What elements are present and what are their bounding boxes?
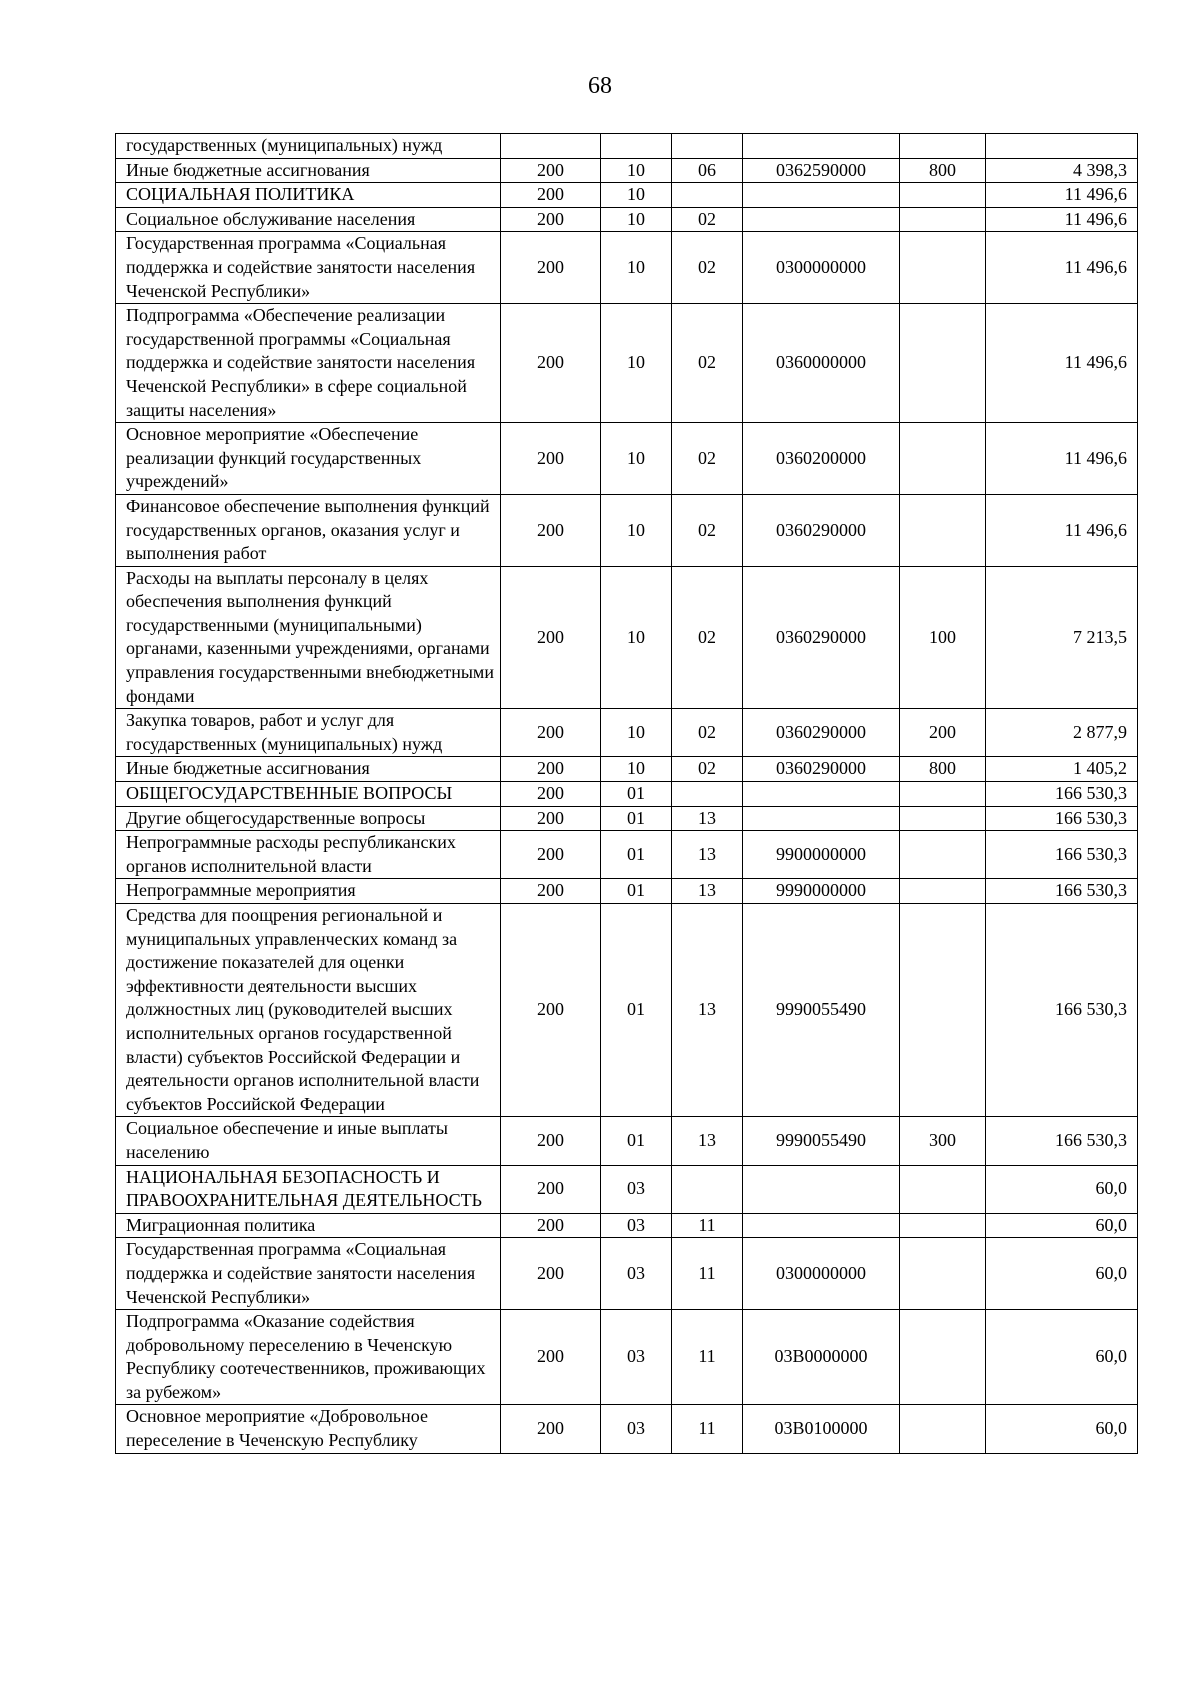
row-target-article: 0300000000 (743, 1238, 900, 1310)
row-target-article: 0360290000 (743, 757, 900, 782)
row-name: НАЦИОНАЛЬНАЯ БЕЗОПАСНОСТЬ И ПРАВООХРАНИТЕЛЬНАЯ ДЕЯТЕЛЬНОСТЬ (116, 1165, 501, 1213)
table-row (116, 782, 1138, 807)
row-amount: 7 213,5 (986, 566, 1138, 709)
row-target-article: 0360000000 (743, 304, 900, 423)
row-section-code: 01 (601, 1117, 672, 1165)
row-amount: 166 530,3 (986, 782, 1138, 807)
row-target-article: 9990055490 (743, 1117, 900, 1165)
row-ved-code: 200 (501, 782, 601, 807)
row-expense-type (900, 494, 986, 566)
page-number: 68 (588, 73, 612, 99)
row-section-code: 03 (601, 1213, 672, 1238)
row-name: Основное мероприятие «Добровольное переселение в Чеченскую Республику (116, 1405, 501, 1453)
row-subsection-code: 02 (672, 423, 743, 495)
row-target-article: 0360200000 (743, 423, 900, 495)
row-amount: 11 496,6 (986, 207, 1138, 232)
row-section-code (601, 134, 672, 159)
row-name: Подпрограмма «Оказание содействия добровольному переселению в Чеченскую Республику соотечественников, проживающих за рубежом» (116, 1310, 501, 1405)
row-subsection-code: 02 (672, 566, 743, 709)
row-amount: 2 877,9 (986, 709, 1138, 757)
row-amount: 1 405,2 (986, 757, 1138, 782)
row-ved-code: 200 (501, 158, 601, 183)
row-name: Непрограммные расходы республиканских органов исполнительной власти (116, 831, 501, 879)
row-subsection-code: 13 (672, 1117, 743, 1165)
row-amount: 166 530,3 (986, 879, 1138, 904)
row-ved-code: 200 (501, 304, 601, 423)
table-row (116, 709, 1138, 757)
row-amount: 11 496,6 (986, 232, 1138, 304)
row-subsection-code: 02 (672, 494, 743, 566)
row-amount: 166 530,3 (986, 904, 1138, 1117)
table-row (116, 494, 1138, 566)
row-expense-type: 200 (900, 709, 986, 757)
row-target-article: 9900000000 (743, 831, 900, 879)
table-row (116, 158, 1138, 183)
row-target-article (743, 1165, 900, 1213)
row-name: Иные бюджетные ассигнования (116, 158, 501, 183)
row-subsection-code (672, 134, 743, 159)
row-amount: 166 530,3 (986, 831, 1138, 879)
row-expense-type (900, 1165, 986, 1213)
row-section-code: 01 (601, 831, 672, 879)
row-expense-type (900, 831, 986, 879)
row-section-code: 03 (601, 1165, 672, 1213)
row-name: государственных (муниципальных) нужд (116, 134, 501, 159)
row-target-article (743, 134, 900, 159)
row-name: Расходы на выплаты персоналу в целях обеспечения выполнения функций государственными (муниципальными) органами, казенными учреждениями, органами управления государственными внебюджетными фондами (116, 566, 501, 709)
row-subsection-code (672, 183, 743, 208)
row-ved-code: 200 (501, 1310, 601, 1405)
row-amount: 4 398,3 (986, 158, 1138, 183)
row-expense-type (900, 782, 986, 807)
row-ved-code: 200 (501, 879, 601, 904)
row-subsection-code: 11 (672, 1238, 743, 1310)
row-ved-code: 200 (501, 207, 601, 232)
row-expense-type (900, 183, 986, 208)
row-target-article (743, 207, 900, 232)
row-target-article: 0360290000 (743, 709, 900, 757)
row-amount: 11 496,6 (986, 423, 1138, 495)
table-row (116, 566, 1138, 709)
table-row (116, 806, 1138, 831)
row-target-article: 0362590000 (743, 158, 900, 183)
table-row (116, 207, 1138, 232)
row-target-article (743, 183, 900, 208)
row-target-article (743, 1213, 900, 1238)
row-amount: 60,0 (986, 1165, 1138, 1213)
row-amount: 60,0 (986, 1405, 1138, 1453)
row-ved-code: 200 (501, 1165, 601, 1213)
row-expense-type (900, 904, 986, 1117)
row-subsection-code: 02 (672, 304, 743, 423)
row-subsection-code: 02 (672, 207, 743, 232)
row-target-article: 0360290000 (743, 494, 900, 566)
table-row (116, 879, 1138, 904)
row-name: Государственная программа «Социальная поддержка и содействие занятости населения Чеченской Республики» (116, 1238, 501, 1310)
row-subsection-code: 11 (672, 1213, 743, 1238)
row-expense-type (900, 134, 986, 159)
row-expense-type: 300 (900, 1117, 986, 1165)
row-subsection-code: 11 (672, 1310, 743, 1405)
row-ved-code: 200 (501, 183, 601, 208)
row-section-code: 01 (601, 806, 672, 831)
row-subsection-code: 02 (672, 757, 743, 782)
row-ved-code: 200 (501, 232, 601, 304)
row-name: Государственная программа «Социальная поддержка и содействие занятости населения Чеченской Республики» (116, 232, 501, 304)
row-expense-type (900, 304, 986, 423)
row-target-article (743, 782, 900, 807)
table-row (116, 1213, 1138, 1238)
row-amount: 166 530,3 (986, 1117, 1138, 1165)
row-name: Социальное обеспечение и иные выплаты населению (116, 1117, 501, 1165)
row-subsection-code: 06 (672, 158, 743, 183)
row-amount (986, 134, 1138, 159)
table-row (116, 831, 1138, 879)
row-section-code: 10 (601, 183, 672, 208)
row-amount: 11 496,6 (986, 494, 1138, 566)
row-name: Подпрограмма «Обеспечение реализации государственной программы «Социальная поддержка и содействие занятости населения Чеченской Республики» в сфере социальной защиты населения» (116, 304, 501, 423)
row-target-article: 0360290000 (743, 566, 900, 709)
budget-table (115, 133, 1138, 1454)
row-expense-type (900, 1405, 986, 1453)
row-ved-code: 200 (501, 904, 601, 1117)
row-ved-code: 200 (501, 1213, 601, 1238)
row-ved-code: 200 (501, 1405, 601, 1453)
row-target-article: 9990055490 (743, 904, 900, 1117)
row-name: ОБЩЕГОСУДАРСТВЕННЫЕ ВОПРОСЫ (116, 782, 501, 807)
row-amount: 60,0 (986, 1238, 1138, 1310)
row-name: Средства для поощрения региональной и муниципальных управленческих команд за достижение показателей для оценки эффективности деятельности высших должностных лиц (руководителей высших исполнительных органов государственной власти) субъектов Российской Федерации и деятельности органов исполнительной власти субъектов Российской Федерации (116, 904, 501, 1117)
row-subsection-code: 02 (672, 709, 743, 757)
table-row (116, 904, 1138, 1117)
row-expense-type (900, 232, 986, 304)
row-name: Иные бюджетные ассигнования (116, 757, 501, 782)
row-ved-code (501, 134, 601, 159)
table-row (116, 1310, 1138, 1405)
row-subsection-code: 13 (672, 806, 743, 831)
row-subsection-code: 11 (672, 1405, 743, 1453)
row-subsection-code (672, 1165, 743, 1213)
row-ved-code: 200 (501, 494, 601, 566)
row-amount: 166 530,3 (986, 806, 1138, 831)
row-expense-type: 800 (900, 158, 986, 183)
row-subsection-code: 13 (672, 904, 743, 1117)
row-name: Социальное обслуживание населения (116, 207, 501, 232)
row-ved-code: 200 (501, 423, 601, 495)
row-expense-type: 800 (900, 757, 986, 782)
row-expense-type (900, 1213, 986, 1238)
row-section-code: 10 (601, 232, 672, 304)
row-expense-type (900, 423, 986, 495)
row-subsection-code: 13 (672, 879, 743, 904)
row-target-article: 03В0000000 (743, 1310, 900, 1405)
row-amount: 60,0 (986, 1310, 1138, 1405)
row-section-code: 01 (601, 879, 672, 904)
table-row (116, 304, 1138, 423)
budget-table-body (116, 134, 1138, 1454)
row-section-code: 10 (601, 494, 672, 566)
row-section-code: 10 (601, 423, 672, 495)
row-amount: 11 496,6 (986, 183, 1138, 208)
row-section-code: 10 (601, 158, 672, 183)
row-ved-code: 200 (501, 709, 601, 757)
table-row (116, 1117, 1138, 1165)
row-subsection-code: 02 (672, 232, 743, 304)
table-row (116, 1238, 1138, 1310)
row-section-code: 10 (601, 566, 672, 709)
row-expense-type: 100 (900, 566, 986, 709)
row-target-article (743, 806, 900, 831)
row-expense-type (900, 879, 986, 904)
row-section-code: 03 (601, 1238, 672, 1310)
row-expense-type (900, 806, 986, 831)
row-ved-code: 200 (501, 757, 601, 782)
row-section-code: 01 (601, 904, 672, 1117)
row-target-article: 03В0100000 (743, 1405, 900, 1453)
row-section-code: 10 (601, 757, 672, 782)
row-subsection-code: 13 (672, 831, 743, 879)
row-ved-code: 200 (501, 1117, 601, 1165)
row-name: Другие общегосударственные вопросы (116, 806, 501, 831)
row-ved-code: 200 (501, 566, 601, 709)
row-section-code: 10 (601, 304, 672, 423)
row-amount: 60,0 (986, 1213, 1138, 1238)
row-section-code: 01 (601, 782, 672, 807)
row-section-code: 03 (601, 1310, 672, 1405)
row-section-code: 03 (601, 1405, 672, 1453)
row-target-article: 0300000000 (743, 232, 900, 304)
table-row (116, 1165, 1138, 1213)
table-row (116, 757, 1138, 782)
table-row (116, 183, 1138, 208)
table-row (116, 423, 1138, 495)
table-row (116, 134, 1138, 159)
row-name: Миграционная политика (116, 1213, 501, 1238)
table-row (116, 1405, 1138, 1453)
row-name: СОЦИАЛЬНАЯ ПОЛИТИКА (116, 183, 501, 208)
row-target-article: 9990000000 (743, 879, 900, 904)
row-expense-type (900, 207, 986, 232)
table-row (116, 232, 1138, 304)
row-name: Закупка товаров, работ и услуг для государственных (муниципальных) нужд (116, 709, 501, 757)
row-expense-type (900, 1238, 986, 1310)
row-name: Основное мероприятие «Обеспечение реализации функций государственных учреждений» (116, 423, 501, 495)
row-subsection-code (672, 782, 743, 807)
row-name: Непрограммные мероприятия (116, 879, 501, 904)
row-ved-code: 200 (501, 831, 601, 879)
row-name: Финансовое обеспечение выполнения функций государственных органов, оказания услуг и выполнения работ (116, 494, 501, 566)
row-amount: 11 496,6 (986, 304, 1138, 423)
row-section-code: 10 (601, 207, 672, 232)
row-ved-code: 200 (501, 806, 601, 831)
row-ved-code: 200 (501, 1238, 601, 1310)
row-expense-type (900, 1310, 986, 1405)
row-section-code: 10 (601, 709, 672, 757)
